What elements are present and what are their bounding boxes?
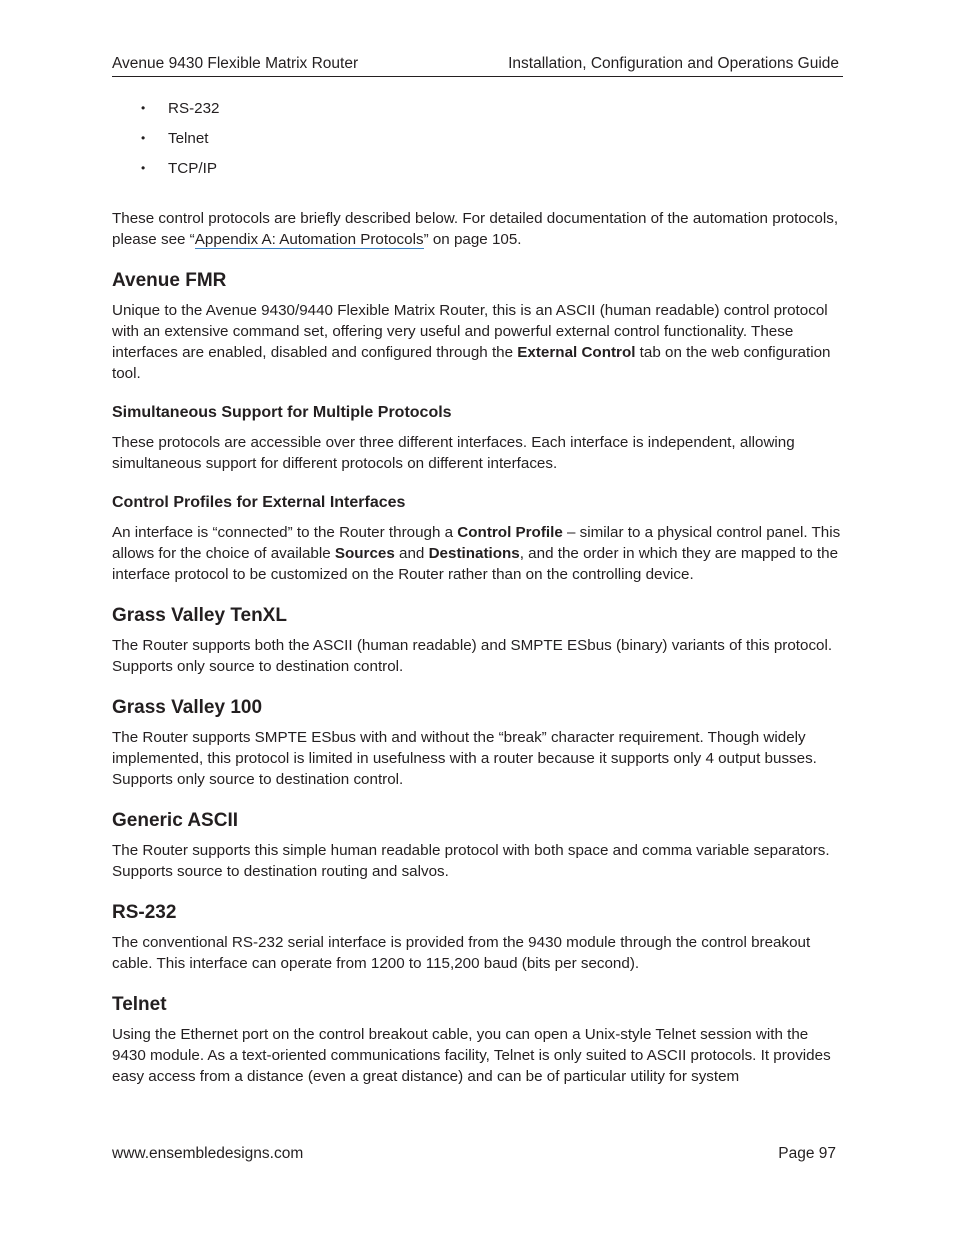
header-title: Avenue 9430 Flexible Matrix Router: [112, 55, 359, 72]
page-content: [112, 98, 844, 1087]
heading-avenue-fmr: Avenue FMR: [112, 270, 227, 291]
list-item: • TCP/IP: [141, 160, 217, 177]
rs232-paragraph: The conventional RS-232 serial interface is provided from the 9430 module through the control breakout cable. This interface can operate from 1200 to 115,200 baud (bits per second).: [112, 934, 811, 972]
protocol-list: [112, 98, 844, 188]
bullet-icon: •: [141, 131, 146, 145]
page-footer: [112, 1145, 836, 1163]
footer-website: www.ensembledesigns.com: [112, 1145, 304, 1162]
simultaneous-paragraph: These protocols are accessible over three different interfaces. Each interface is independent, allowing simultaneous support for different protocols on different interfaces.: [112, 434, 795, 472]
intro-paragraph: These control protocols are briefly described below. For detailed documentation of the automation protocols, please see “Appendix A: Automation Protocols” on page 105.: [112, 210, 839, 248]
heading-rs232: RS-232: [112, 902, 177, 923]
heading-simultaneous-support: Simultaneous Support for Multiple Protocols: [112, 404, 452, 421]
bullet-icon: •: [141, 161, 146, 175]
gv100-paragraph: The Router supports SMPTE ESbus with and without the “break” character requirement. Though widely implemented, this protocol is limited in usefulness with a router because it supports only 4 output busses. Supports only source to destination control.: [112, 729, 817, 788]
generic-ascii-paragraph: The Router supports this simple human readable protocol with both space and comma variable separators. Supports source to destination routing and salvos.: [112, 842, 830, 880]
header-guide-title: Installation, Configuration and Operations Guide: [508, 55, 839, 72]
heading-grass-valley-tenxl: Grass Valley TenXL: [112, 605, 287, 626]
list-item: • Telnet: [141, 130, 209, 147]
heading-control-profiles: Control Profiles for External Interfaces: [112, 494, 406, 511]
control-profiles-paragraph: An interface is “connected” to the Router through a Control Profile – similar to a physical control panel. This allows for the choice of available Sources and Destinations, and the order in which they are mapped to the interface protocol to be customized on the Router rather than on the controlling device.: [112, 524, 841, 583]
heading-grass-valley-100: Grass Valley 100: [112, 697, 263, 718]
heading-telnet: Telnet: [112, 994, 167, 1015]
telnet-paragraph: Using the Ethernet port on the control breakout cable, you can open a Unix-style Telnet session with the 9430 module. As a text-oriented communications facility, Telnet is only suited to ASCII protocols. It provides easy access from a distance (even a great distance) and can be of particular utility for system: [112, 1026, 831, 1085]
page-number: Page 97: [778, 1145, 836, 1162]
bullet-icon: •: [141, 101, 146, 115]
heading-generic-ascii: Generic ASCII: [112, 810, 239, 831]
list-item: • RS-232: [141, 100, 220, 117]
avenue-fmr-paragraph: Unique to the Avenue 9430/9440 Flexible Matrix Router, this is an ASCII (human readable) control protocol with an extensive command set, offering very useful and powerful external control functionality. These interfaces are enabled, disabled and configured through the External Control tab on the web configuration tool.: [112, 302, 831, 382]
appendix-link[interactable]: Appendix A: Automation Protocols: [194, 231, 424, 248]
tenxl-paragraph: The Router supports both the ASCII (human readable) and SMPTE ESbus (binary) variants of this protocol. Supports only source to destination control.: [112, 637, 833, 675]
page-header: [112, 54, 843, 77]
